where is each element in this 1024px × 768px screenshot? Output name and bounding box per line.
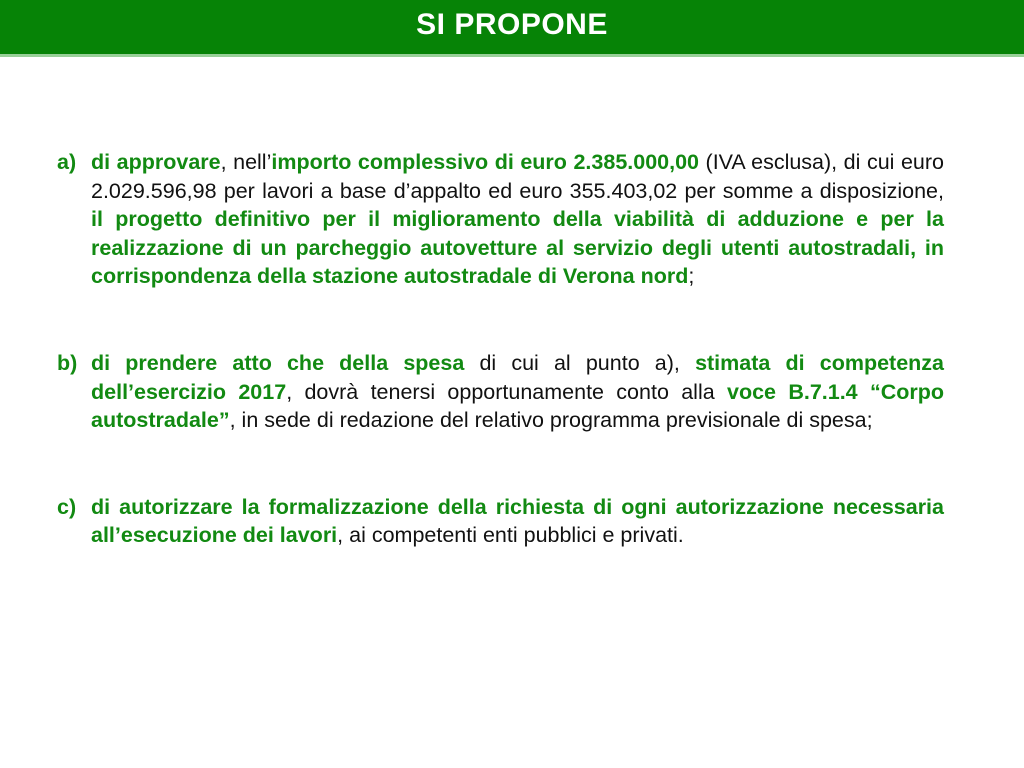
text-segment: , dovrà tenersi opportunamente conto alla [286,379,727,404]
text-segment: , ai competenti enti pubblici e privati. [337,523,684,548]
text-segment: , in sede di redazione del relativo programma previsionale di spesa; [229,408,873,433]
text-segment: stimata di competenza dell’esercizio 2017 [91,350,945,404]
text-segment: voce B.7.1.4 “Corpo autostradale” [91,379,944,433]
list-marker: b) [57,350,78,375]
list-item [57,493,944,550]
page-title: SI PROPONE [416,8,608,41]
list-item [57,148,944,291]
item-text [91,495,944,548]
item-text [91,150,944,288]
list-item [57,349,944,435]
slide-header [0,0,1024,57]
text-segment: (IVA esclusa), di cui euro 2.029.596,98 per lavori a base d’appalto ed euro 355.403,02 per somme a disposizione, [91,150,944,203]
text-segment: importo complessivo di euro 2.385.000,00 [271,150,700,174]
text-segment: di prendere atto che della spesa [91,350,465,375]
text-segment: il progetto definitivo per il miglioramento della viabilità di adduzione e per la realizzazione di un parcheggio autovetture al servizio degli utenti autostradali, in corrispondenza della stazione autostradale di Verona nord [91,207,944,289]
list-marker: c) [57,494,77,519]
list-marker: a) [57,150,77,174]
text-segment: ; [688,264,695,289]
text-segment: di approvare [91,150,221,174]
item-text [91,351,944,432]
text-segment: di cui al punto a), [464,350,696,375]
proposal-list [57,148,944,608]
text-segment: di autorizzare la formalizzazione della richiesta di ogni autorizzazione necessaria all’esecuzione dei lavori [91,494,944,548]
text-segment: , nell’ [220,150,272,174]
